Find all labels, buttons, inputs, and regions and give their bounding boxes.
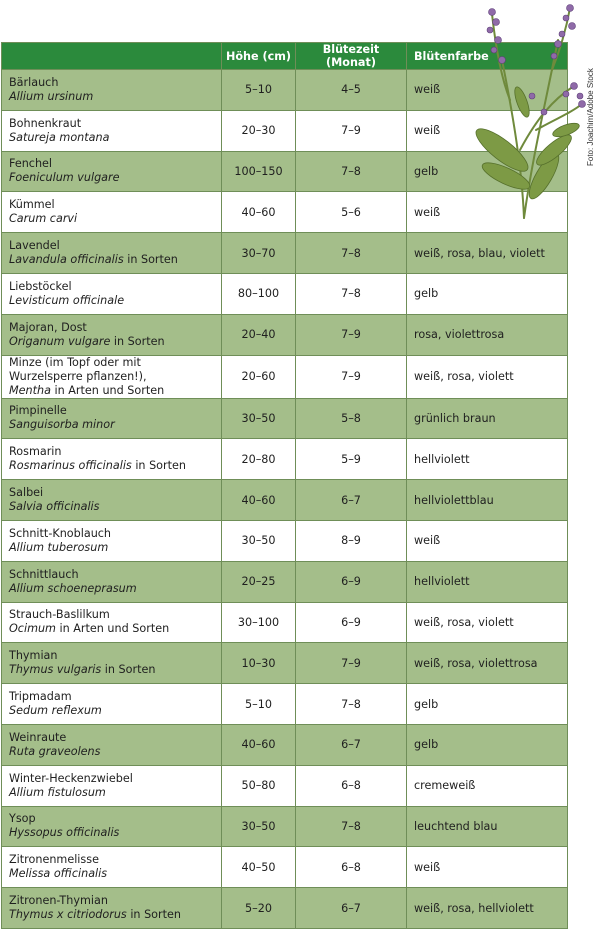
herb-name-cell (2, 847, 222, 888)
table-row (2, 314, 568, 355)
herb-common-name: Pimpinelle (9, 404, 67, 418)
flower-color-cell: rosa, violettrosa (407, 314, 568, 355)
herb-latin-binomial: Ocimum (9, 622, 56, 636)
herb-latin-name (9, 622, 217, 636)
herb-latin-name (9, 500, 217, 514)
herb-latin-binomial: Allium ursinum (9, 89, 94, 103)
herb-common-name: Thymian (9, 649, 58, 663)
photo-credit: Foto: Joachim/Adobe Stock (586, 68, 595, 166)
herb-common-name: Zitronenmelisse (9, 853, 99, 867)
herb-name-cell (2, 602, 222, 643)
header-flower-color: Blütenfarbe (407, 43, 568, 70)
bloom-time-cell: 4–5 (296, 70, 407, 111)
height-cell: 20–80 (222, 439, 296, 480)
herb-name-cell (2, 439, 222, 480)
herb-common-name: Bärlauch (9, 75, 59, 89)
height-cell: 30–70 (222, 233, 296, 274)
flower-color-cell: weiß, rosa, hellviolett (407, 888, 568, 929)
herb-name-cell (2, 684, 222, 725)
herb-latin-name (9, 908, 217, 922)
table-row (2, 724, 568, 765)
bloom-time-cell: 6–9 (296, 561, 407, 602)
herb-common-name: Winter-Heckenzwiebel (9, 771, 133, 785)
flower-color-cell: hellviolett (407, 439, 568, 480)
bloom-time-cell: 5–8 (296, 398, 407, 439)
flower-color-cell: weiß (407, 110, 568, 151)
herb-latin-binomial: Allium tuberosum (9, 540, 109, 554)
flower-color-cell: weiß, rosa, violett (407, 602, 568, 643)
herb-latin-binomial: Levisticum officinale (9, 293, 125, 307)
table-row (2, 439, 568, 480)
height-cell: 5–20 (222, 888, 296, 929)
herb-name-cell (2, 724, 222, 765)
herb-latin-name (9, 253, 217, 267)
herb-name-cell (2, 398, 222, 439)
table-row (2, 398, 568, 439)
bloom-time-cell: 6–9 (296, 602, 407, 643)
herb-name-cell (2, 520, 222, 561)
bloom-time-cell: 6–8 (296, 765, 407, 806)
herb-common-name: Schnitt-Knoblauch (9, 526, 112, 540)
herb-name-cell (2, 806, 222, 847)
height-cell: 30–100 (222, 602, 296, 643)
herb-common-name: Bohnenkraut (9, 116, 82, 130)
flower-color-cell: weiß (407, 847, 568, 888)
herb-common-name: Zitronen-Thymian (9, 894, 108, 908)
herb-latin-suffix: in Sorten (110, 334, 165, 348)
flower-color-cell: hellviolett (407, 561, 568, 602)
height-cell: 30–50 (222, 398, 296, 439)
flower-color-cell: grünlich braun (407, 398, 568, 439)
bloom-time-cell: 7–9 (296, 355, 407, 398)
herb-latin-binomial: Allium fistulosum (9, 785, 106, 799)
herb-latin-suffix: in Sorten (126, 908, 181, 922)
table-row (2, 233, 568, 274)
height-cell: 40–60 (222, 480, 296, 521)
flower-color-cell: weiß, rosa, blau, violett (407, 233, 568, 274)
herb-latin-binomial: Rosmarinus officinalis (9, 459, 132, 473)
herb-latin-name (9, 294, 217, 308)
herb-name-cell (2, 765, 222, 806)
herb-latin-name (9, 786, 217, 800)
bloom-time-cell: 7–8 (296, 233, 407, 274)
height-cell: 100–150 (222, 151, 296, 192)
herb-common-name: Strauch-Baslilkum (9, 608, 110, 622)
herb-latin-binomial: Satureja montana (9, 130, 110, 144)
herb-common-name: Tripmadam (9, 690, 72, 704)
herb-name-cell (2, 480, 222, 521)
herb-latin-name (9, 459, 217, 473)
herb-latin-binomial: Thymus vulgaris (9, 663, 102, 677)
sage-plant-icon (462, 0, 588, 222)
herb-name-cell (2, 888, 222, 929)
bloom-time-cell: 7–8 (296, 151, 407, 192)
table-row (2, 684, 568, 725)
height-cell: 40–60 (222, 724, 296, 765)
table-row (2, 888, 568, 929)
herb-common-name: Lavendel (9, 239, 60, 253)
bloom-time-cell: 6–8 (296, 847, 407, 888)
herb-latin-suffix: in Sorten (101, 663, 156, 677)
flower-color-cell: gelb (407, 273, 568, 314)
herb-latin-binomial: Lavandula officinalis (9, 253, 124, 267)
herb-latin-name (9, 171, 217, 185)
herb-latin-name (9, 384, 217, 398)
flower-color-cell: gelb (407, 724, 568, 765)
height-cell: 30–50 (222, 520, 296, 561)
height-cell: 20–30 (222, 110, 296, 151)
herb-latin-binomial: Ruta graveolens (9, 744, 101, 758)
herb-latin-binomial: Hyssopus officinalis (9, 826, 120, 840)
table-row (2, 643, 568, 684)
herb-name-cell (2, 643, 222, 684)
bloom-time-cell: 6–7 (296, 724, 407, 765)
herb-common-name: Majoran, Dost (9, 320, 87, 334)
herb-latin-name (9, 582, 217, 596)
table-row (2, 765, 568, 806)
herb-latin-name (9, 418, 217, 432)
herb-common-name: Rosmarin (9, 445, 62, 459)
bloom-time-cell: 8–9 (296, 520, 407, 561)
herb-name-cell (2, 192, 222, 233)
herb-latin-suffix: in Sorten (123, 253, 178, 267)
herb-name-cell (2, 355, 222, 398)
table-row (2, 520, 568, 561)
flower-color-cell: weiß, rosa, violett (407, 355, 568, 398)
height-cell: 20–60 (222, 355, 296, 398)
herb-name-cell (2, 314, 222, 355)
height-cell: 20–25 (222, 561, 296, 602)
herb-latin-suffix: in Arten und Sorten (55, 622, 170, 636)
flower-color-cell: gelb (407, 684, 568, 725)
herb-latin-binomial: Thymus x citriodorus (9, 908, 127, 922)
herb-common-name: Salbei (9, 486, 44, 500)
table-row (2, 602, 568, 643)
flower-color-cell: hellviolettblau (407, 480, 568, 521)
herb-latin-name (9, 867, 217, 881)
height-cell: 30–50 (222, 806, 296, 847)
herb-latin-binomial: Mentha (9, 383, 51, 397)
herb-common-name: Minze (im Topf oder mit Wurzelsperre pflanzen!), (9, 355, 147, 383)
bloom-time-cell: 5–9 (296, 439, 407, 480)
bloom-time-cell: 7–8 (296, 806, 407, 847)
herb-name-cell (2, 561, 222, 602)
height-cell: 5–10 (222, 70, 296, 111)
table-row (2, 806, 568, 847)
table-row (2, 480, 568, 521)
herb-latin-name (9, 131, 217, 145)
herb-latin-binomial: Allium schoeneprasum (9, 581, 137, 595)
height-cell: 40–60 (222, 192, 296, 233)
herb-latin-name (9, 704, 217, 718)
herb-latin-binomial: Salvia officinalis (9, 500, 100, 514)
header-bloom-time: Blütezeit (Monat) (296, 43, 407, 70)
herb-common-name: Weinraute (9, 730, 67, 744)
bloom-time-cell: 6–7 (296, 480, 407, 521)
flower-color-cell: gelb (407, 151, 568, 192)
flower-color-cell: cremeweiß (407, 765, 568, 806)
bloom-time-cell: 7–8 (296, 684, 407, 725)
herb-common-name: Fenchel (9, 157, 53, 171)
herb-latin-suffix: in Sorten (131, 459, 186, 473)
flower-color-cell: weiß (407, 70, 568, 111)
herb-latin-name (9, 745, 217, 759)
height-cell: 20–40 (222, 314, 296, 355)
flower-color-cell: weiß (407, 520, 568, 561)
bloom-time-cell: 5–6 (296, 192, 407, 233)
flower-color-cell: weiß (407, 192, 568, 233)
herb-latin-binomial: Foeniculum vulgare (9, 171, 120, 185)
herb-latin-binomial: Melissa officinalis (9, 867, 108, 881)
herb-latin-suffix: in Arten und Sorten (50, 383, 165, 397)
herb-common-name: Kümmel (9, 198, 55, 212)
height-cell: 80–100 (222, 273, 296, 314)
height-cell: 40–50 (222, 847, 296, 888)
herb-common-name: Ysop (9, 812, 36, 826)
height-cell: 10–30 (222, 643, 296, 684)
herb-latin-name (9, 212, 217, 226)
bloom-time-cell: 7–9 (296, 643, 407, 684)
herb-latin-name (9, 541, 217, 555)
bloom-time-cell: 7–9 (296, 314, 407, 355)
height-cell: 50–80 (222, 765, 296, 806)
herb-name-cell (2, 110, 222, 151)
header-name (2, 43, 222, 70)
herb-name-cell (2, 233, 222, 274)
table-row (2, 355, 568, 398)
herb-name-cell (2, 70, 222, 111)
herb-latin-binomial: Sanguisorba minor (9, 418, 115, 432)
herb-latin-name (9, 826, 217, 840)
table-row (2, 847, 568, 888)
header-height: Höhe (cm) (222, 43, 296, 70)
herb-latin-name (9, 90, 217, 104)
bloom-time-cell: 6–7 (296, 888, 407, 929)
bloom-time-cell: 7–8 (296, 273, 407, 314)
table-row (2, 561, 568, 602)
height-cell: 5–10 (222, 684, 296, 725)
herb-common-name: Liebstöckel (9, 279, 72, 293)
flower-color-cell: leuchtend blau (407, 806, 568, 847)
herb-latin-binomial: Carum carvi (9, 212, 78, 226)
herb-latin-binomial: Origanum vulgare (9, 334, 111, 348)
herb-latin-name (9, 335, 217, 349)
herb-name-cell (2, 273, 222, 314)
herb-name-cell (2, 151, 222, 192)
herb-latin-binomial: Sedum reflexum (9, 704, 102, 718)
bloom-time-cell: 7–9 (296, 110, 407, 151)
herb-common-name: Schnittlauch (9, 567, 79, 581)
table-row (2, 273, 568, 314)
herb-latin-name (9, 663, 217, 677)
flower-color-cell: weiß, rosa, violettrosa (407, 643, 568, 684)
